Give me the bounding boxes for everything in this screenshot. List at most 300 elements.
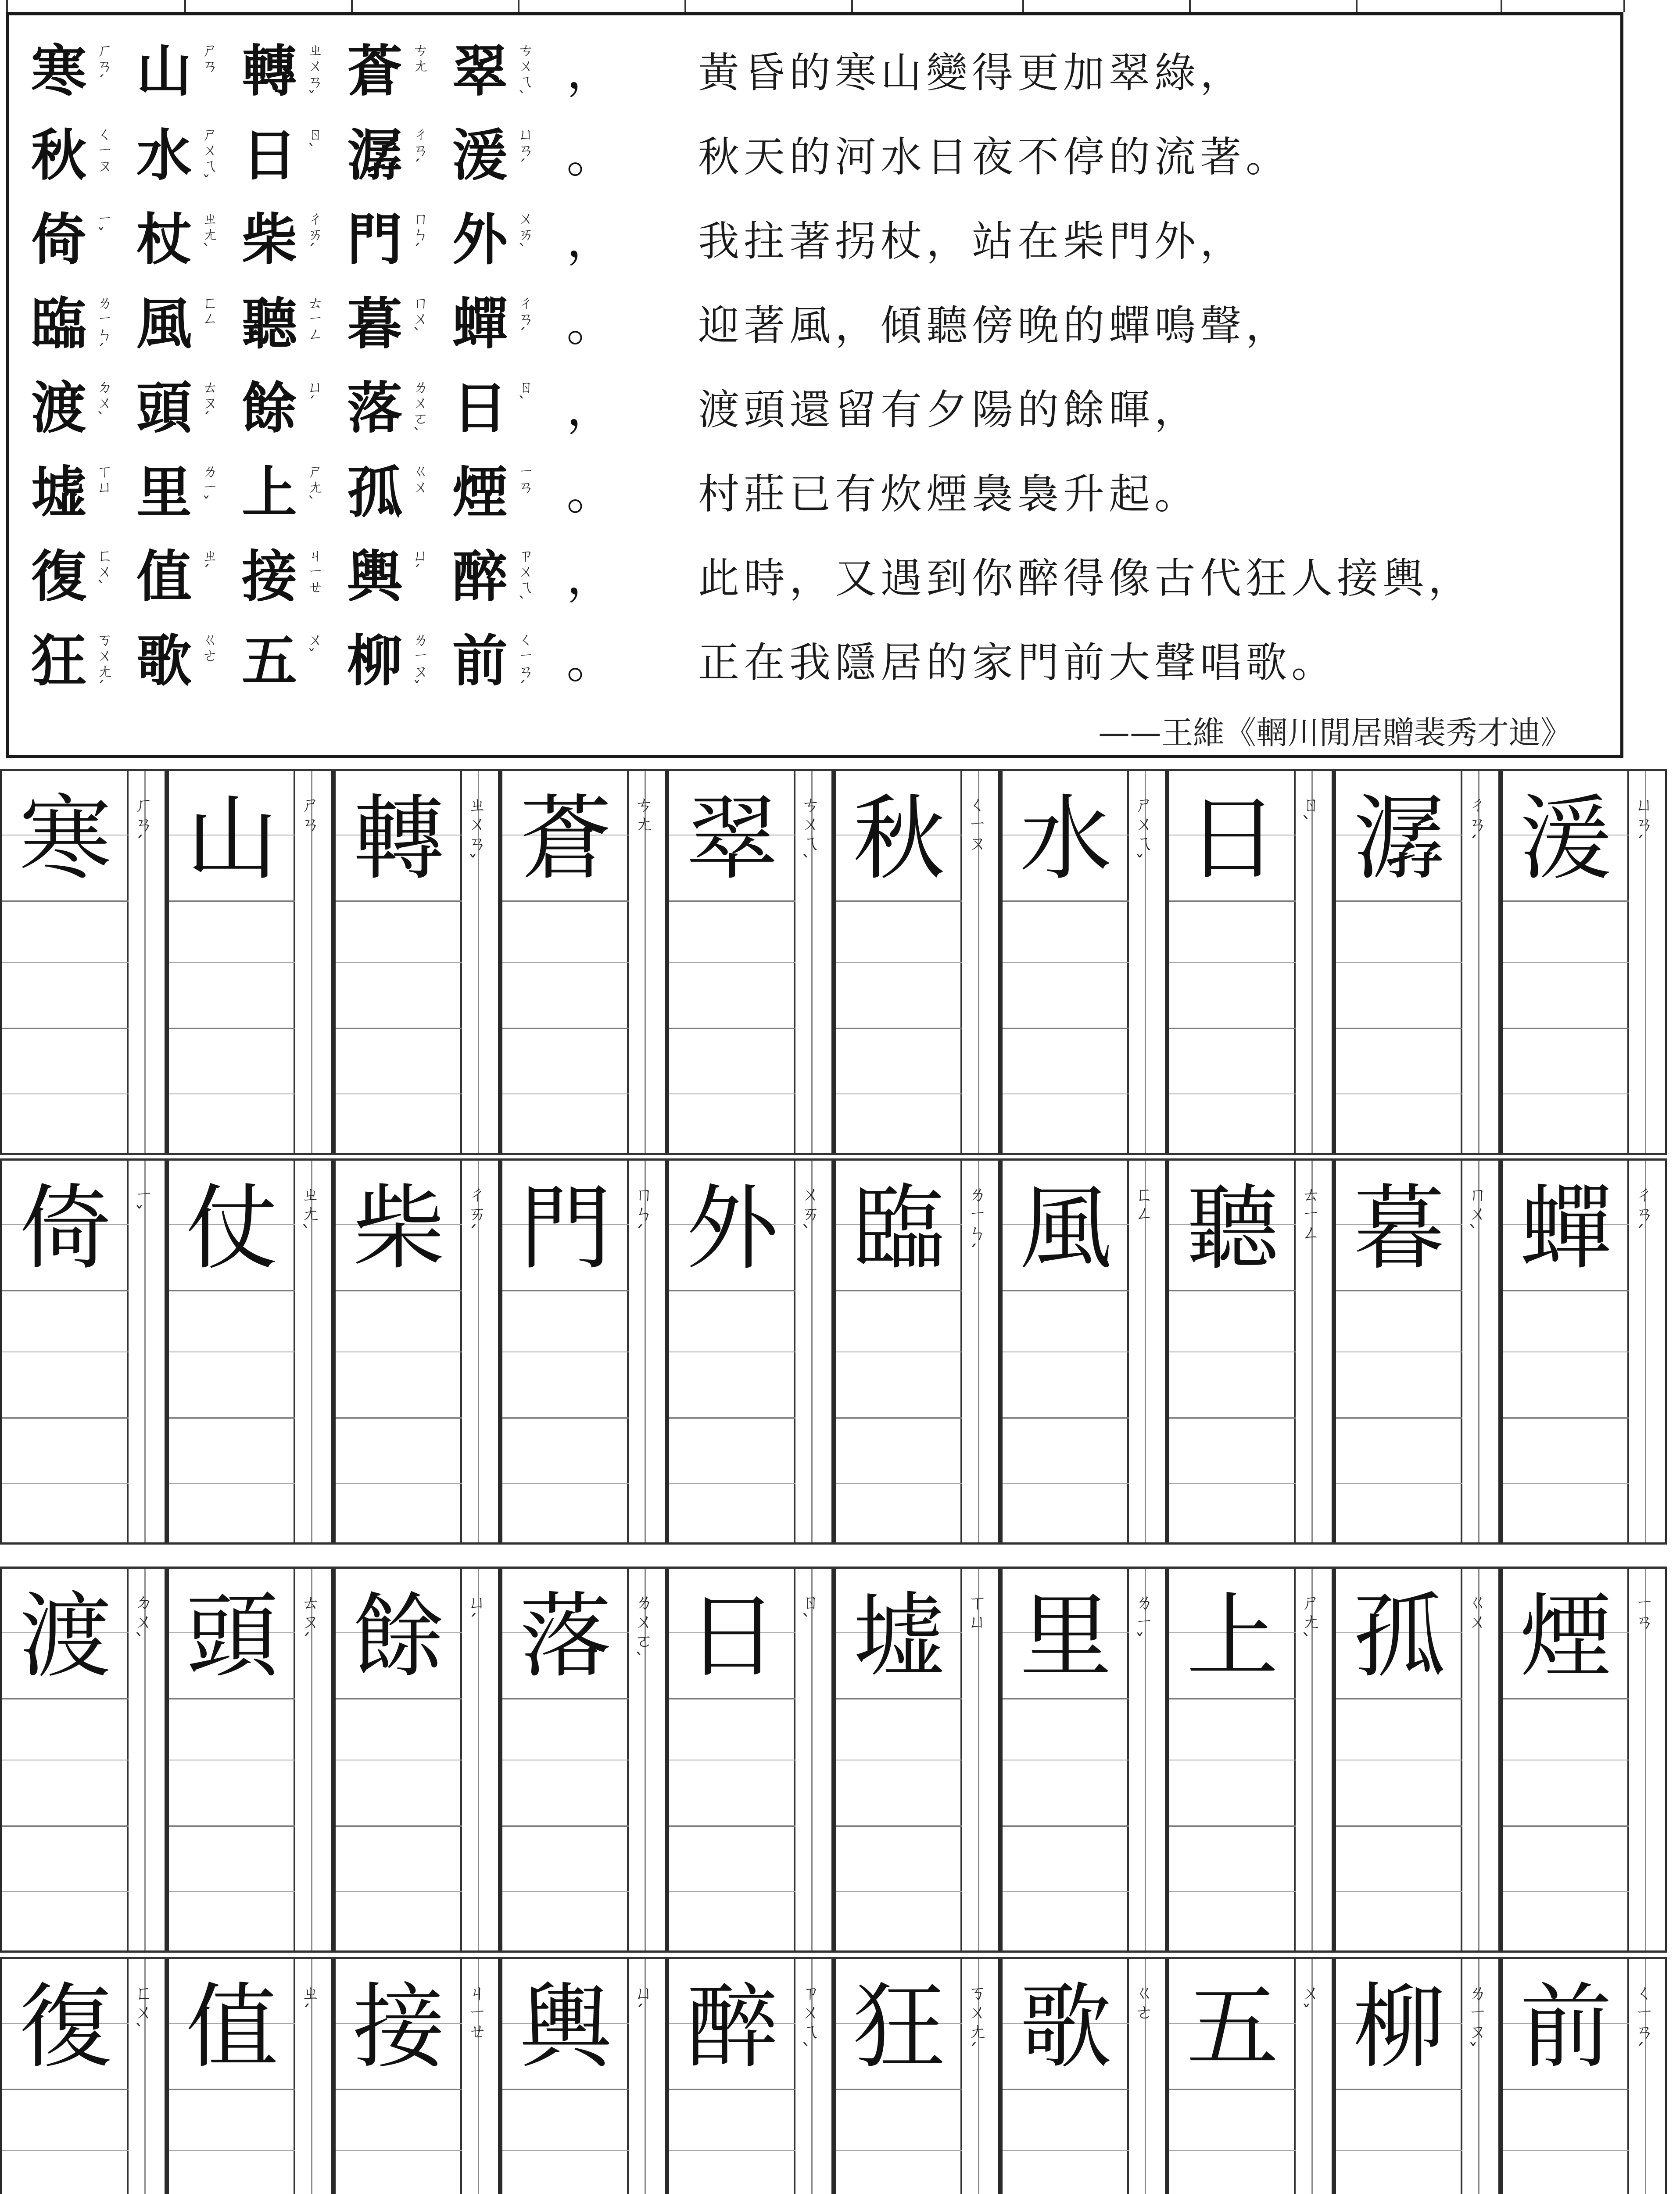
model-zhuyin: ㄕㄤˋ bbox=[1302, 1592, 1321, 1652]
zhuyin-column[interactable] bbox=[1629, 1567, 1665, 1953]
writing-box[interactable] bbox=[669, 1957, 795, 2194]
faint-guide-line bbox=[169, 962, 295, 963]
faint-guide-line bbox=[1169, 1483, 1296, 1484]
writing-box[interactable] bbox=[336, 1158, 462, 1545]
faint-guide-line bbox=[1169, 962, 1296, 963]
verse-character bbox=[452, 117, 558, 201]
faint-guide-line bbox=[669, 962, 795, 963]
zhuyin: ㄓˊ bbox=[202, 547, 219, 581]
guide-line bbox=[169, 1417, 295, 1419]
model-zhuyin: ㄈㄨˋ bbox=[135, 1982, 154, 2042]
practice-cell[interactable] bbox=[0, 1158, 167, 1545]
zhuyin: ㄩˊ bbox=[308, 378, 324, 412]
practice-cell[interactable] bbox=[1000, 769, 1167, 1155]
practice-cell[interactable] bbox=[667, 1567, 834, 1953]
verse-character bbox=[136, 623, 242, 707]
practice-cell[interactable] bbox=[1501, 1567, 1667, 1953]
hanzi: 山 bbox=[136, 39, 192, 104]
practice-cell[interactable] bbox=[167, 1158, 333, 1545]
faint-guide-line bbox=[669, 2150, 795, 2151]
translation-line: 秋天的河水日夜不停的流著。 bbox=[698, 133, 1292, 181]
practice-cell[interactable] bbox=[1167, 1567, 1334, 1953]
model-character: 翠 bbox=[686, 785, 778, 893]
faint-guide-line bbox=[336, 2150, 462, 2151]
writing-box[interactable] bbox=[1169, 769, 1296, 1155]
guide-line bbox=[669, 1417, 795, 1419]
zhuyin-column[interactable] bbox=[1462, 769, 1498, 1155]
hanzi: 暮 bbox=[347, 291, 402, 356]
poem-line bbox=[31, 33, 1593, 117]
zhuyin: ㄩㄢˊ bbox=[518, 125, 534, 175]
writing-box[interactable] bbox=[669, 1567, 795, 1953]
ruler-tick bbox=[1356, 0, 1358, 12]
zhuyin: ㄔㄞˊ bbox=[308, 210, 324, 259]
practice-cell[interactable] bbox=[1334, 1158, 1501, 1545]
practice-cell[interactable] bbox=[500, 769, 667, 1155]
guide-line bbox=[1336, 1028, 1462, 1029]
zhuyin: ㄕㄤˋ bbox=[308, 462, 324, 512]
practice-cell[interactable] bbox=[1000, 1567, 1167, 1953]
guide-line bbox=[1169, 1417, 1296, 1419]
model-character: 五 bbox=[1186, 1973, 1279, 2081]
model-character: 復 bbox=[19, 1973, 111, 2081]
verse-character bbox=[242, 117, 347, 201]
writing-box[interactable] bbox=[1336, 1567, 1462, 1953]
zhuyin: ㄖˋ bbox=[518, 378, 534, 412]
zhuyin-column[interactable] bbox=[462, 769, 498, 1155]
model-character: 輿 bbox=[519, 1973, 612, 2081]
model-zhuyin: ㄖˋ bbox=[1302, 794, 1321, 835]
zhuyin-column[interactable] bbox=[1296, 769, 1332, 1155]
guide-line bbox=[1336, 1290, 1462, 1291]
ruler-tick bbox=[518, 0, 519, 12]
row-bottom-border bbox=[0, 1542, 1667, 1545]
hanzi: 日 bbox=[452, 376, 508, 441]
zhuyin-column[interactable] bbox=[795, 1567, 831, 1953]
verse-character bbox=[31, 201, 136, 286]
faint-guide-line bbox=[669, 1483, 795, 1484]
faint-guide-line bbox=[502, 2150, 629, 2151]
zhuyin-column[interactable] bbox=[795, 1158, 831, 1545]
poem-line bbox=[31, 623, 1593, 707]
guide-line bbox=[669, 1825, 795, 1827]
guide-line bbox=[502, 1825, 629, 1827]
writing-box[interactable] bbox=[669, 769, 795, 1155]
guide-line bbox=[2, 2089, 129, 2090]
model-character: 寒 bbox=[19, 785, 111, 893]
writing-box[interactable] bbox=[1169, 1567, 1296, 1953]
verse-character bbox=[242, 623, 347, 707]
hanzi: 潺 bbox=[347, 123, 402, 188]
guide-line bbox=[1003, 900, 1129, 902]
zhuyin-column[interactable] bbox=[795, 769, 831, 1155]
writing-box[interactable] bbox=[836, 1567, 962, 1953]
guide-line bbox=[1503, 900, 1629, 902]
faint-guide-line bbox=[1336, 962, 1462, 963]
practice-cell[interactable] bbox=[167, 769, 333, 1155]
hanzi: 柳 bbox=[347, 628, 402, 693]
faint-guide-line bbox=[1336, 2150, 1462, 2151]
practice-cell[interactable] bbox=[1000, 1158, 1167, 1545]
model-zhuyin: ㄕㄢ bbox=[301, 794, 320, 835]
zhuyin-column[interactable] bbox=[795, 1957, 831, 2194]
ruler-tick bbox=[184, 0, 186, 12]
guide-line bbox=[836, 1698, 962, 1699]
zhuyin-column[interactable] bbox=[129, 1567, 165, 1953]
hanzi: 歌 bbox=[136, 628, 192, 693]
zhuyin-column[interactable] bbox=[129, 1957, 165, 2194]
guide-line bbox=[1003, 1028, 1129, 1029]
writing-box[interactable] bbox=[1503, 1158, 1629, 1545]
writing-box[interactable] bbox=[2, 1567, 129, 1953]
writing-box[interactable] bbox=[502, 1158, 629, 1545]
writing-box[interactable] bbox=[1003, 1957, 1129, 2194]
hanzi: 蒼 bbox=[347, 39, 402, 104]
practice-cell[interactable] bbox=[1167, 1957, 1334, 2194]
faint-guide-line bbox=[836, 1093, 962, 1094]
zhuyin: ㄎㄨㄤˊ bbox=[97, 631, 113, 696]
zhuyin: ㄒㄩ bbox=[97, 462, 113, 496]
hanzi: 門 bbox=[347, 207, 402, 272]
model-zhuyin: ㄈㄥ bbox=[1135, 1183, 1154, 1224]
verse-character bbox=[452, 623, 558, 707]
zhuyin-column[interactable] bbox=[1129, 1158, 1165, 1545]
writing-box[interactable] bbox=[169, 769, 295, 1155]
translation-line: 此時，又遇到你醉得像古代狂人接輿， bbox=[698, 555, 1474, 602]
practice-cell[interactable] bbox=[1501, 1957, 1667, 2194]
verse-character bbox=[136, 454, 242, 538]
faint-guide-line bbox=[1003, 962, 1129, 963]
zhuyin-column[interactable] bbox=[1296, 1567, 1332, 1953]
model-character: 外 bbox=[686, 1175, 778, 1282]
hanzi: 渡 bbox=[31, 376, 86, 441]
faint-guide-line bbox=[169, 1093, 295, 1094]
guide-line bbox=[1169, 900, 1296, 902]
guide-line bbox=[336, 1698, 462, 1699]
guide-line bbox=[1169, 1825, 1296, 1827]
model-character: 蒼 bbox=[519, 785, 612, 893]
top-ruler-ticks bbox=[0, 0, 1680, 12]
faint-guide-line bbox=[1503, 1483, 1629, 1484]
zhuyin: ㄨㄞˋ bbox=[518, 210, 534, 259]
zhuyin-column[interactable] bbox=[962, 1567, 998, 1953]
practice-cell[interactable] bbox=[500, 1957, 667, 2194]
zhuyin-column[interactable] bbox=[1296, 1957, 1332, 2194]
hanzi: 墟 bbox=[31, 460, 86, 525]
model-character: 頭 bbox=[186, 1583, 278, 1690]
practice-cell[interactable] bbox=[1000, 1957, 1167, 2194]
writing-box[interactable] bbox=[1169, 1957, 1296, 2194]
hanzi: 倚 bbox=[31, 207, 86, 272]
verse-character bbox=[242, 538, 347, 623]
zhuyin: ㄧˇ bbox=[97, 210, 113, 244]
guide-line bbox=[502, 1417, 629, 1419]
model-zhuyin: ㄇㄣˊ bbox=[635, 1183, 654, 1244]
guide-line bbox=[1503, 1825, 1629, 1827]
poem-attribution: ——王維《輞川閒居贈裴秀才迪》 bbox=[1098, 714, 1572, 751]
verse-character bbox=[452, 454, 558, 538]
zhuyin-column[interactable] bbox=[1629, 769, 1665, 1155]
faint-guide-line bbox=[169, 1483, 295, 1484]
writing-box[interactable] bbox=[836, 1158, 962, 1545]
writing-box[interactable] bbox=[336, 1957, 462, 2194]
writing-box[interactable] bbox=[502, 1957, 629, 2194]
poem-line bbox=[31, 370, 1593, 454]
guide-line bbox=[2, 1825, 129, 1827]
practice-cell[interactable] bbox=[0, 1567, 167, 1953]
practice-cell[interactable] bbox=[834, 1567, 1000, 1953]
practice-cell[interactable] bbox=[834, 1957, 1000, 2194]
model-character: 柳 bbox=[1353, 1973, 1445, 2081]
model-zhuyin: ㄘㄤ bbox=[635, 794, 654, 835]
writing-box[interactable] bbox=[502, 769, 629, 1155]
writing-box[interactable] bbox=[1336, 1957, 1462, 2194]
writing-box[interactable] bbox=[169, 1957, 295, 2194]
zhuyin-column[interactable] bbox=[295, 1567, 331, 1953]
model-character: 暮 bbox=[1353, 1175, 1445, 1282]
zhuyin-column[interactable] bbox=[1462, 1957, 1498, 2194]
writing-box[interactable] bbox=[2, 1957, 129, 2194]
verse-character bbox=[242, 454, 347, 538]
writing-box[interactable] bbox=[336, 1567, 462, 1953]
zhuyin-column[interactable] bbox=[1629, 1957, 1665, 2194]
zhuyin-column[interactable] bbox=[1129, 769, 1165, 1155]
zhuyin-column[interactable] bbox=[629, 1957, 665, 2194]
writing-box[interactable] bbox=[1003, 1567, 1129, 1953]
zhuyin-column[interactable] bbox=[1462, 1567, 1498, 1953]
practice-cell[interactable] bbox=[333, 1158, 500, 1545]
model-zhuyin: ㄌㄧㄡˇ bbox=[1469, 1982, 1487, 2061]
zhuyin-column[interactable] bbox=[295, 769, 331, 1155]
zhuyin-column[interactable] bbox=[129, 1158, 165, 1545]
faint-guide-line bbox=[1503, 2150, 1629, 2151]
zhuyin-column[interactable] bbox=[129, 769, 165, 1155]
guide-line bbox=[502, 1698, 629, 1699]
model-zhuyin: ㄉㄨˋ bbox=[135, 1592, 154, 1652]
model-character: 柴 bbox=[352, 1175, 445, 1282]
faint-guide-line bbox=[1336, 1483, 1462, 1484]
practice-cell[interactable] bbox=[1501, 1158, 1667, 1545]
practice-cell[interactable] bbox=[667, 769, 834, 1155]
writing-box[interactable] bbox=[1169, 1158, 1296, 1545]
faint-guide-line bbox=[502, 1483, 629, 1484]
faint-guide-line bbox=[169, 2150, 295, 2151]
model-zhuyin: ㄔㄢˊ bbox=[1469, 794, 1487, 854]
verse-character bbox=[347, 33, 452, 117]
zhuyin-column[interactable] bbox=[1462, 1158, 1498, 1545]
writing-box[interactable] bbox=[2, 1158, 129, 1545]
verse-punctuation: ， bbox=[566, 43, 615, 99]
practice-cell[interactable] bbox=[500, 1158, 667, 1545]
model-zhuyin: ㄔㄢˊ bbox=[1635, 1183, 1654, 1244]
hanzi: 上 bbox=[242, 460, 297, 525]
faint-guide-line bbox=[1003, 1891, 1129, 1892]
hanzi: 秋 bbox=[31, 123, 86, 188]
zhuyin: ㄓㄨㄢˇ bbox=[308, 41, 324, 107]
writing-box[interactable] bbox=[669, 1158, 795, 1545]
faint-guide-line bbox=[2, 1483, 129, 1484]
hanzi: 落 bbox=[347, 376, 402, 441]
faint-guide-line bbox=[2, 1093, 129, 1094]
practice-cell[interactable] bbox=[0, 769, 167, 1155]
model-character: 秋 bbox=[853, 785, 945, 893]
verse-character bbox=[136, 201, 242, 286]
zhuyin-column[interactable] bbox=[295, 1957, 331, 2194]
practice-cell[interactable] bbox=[333, 1567, 500, 1953]
verse-character bbox=[347, 454, 452, 538]
writing-box[interactable] bbox=[1336, 769, 1462, 1155]
writing-box[interactable] bbox=[836, 1957, 962, 2194]
faint-guide-line bbox=[836, 962, 962, 963]
zhuyin-column[interactable] bbox=[462, 1957, 498, 2194]
guide-line bbox=[502, 2089, 629, 2090]
zhuyin-column[interactable] bbox=[962, 1158, 998, 1545]
model-zhuyin: ㄒㄩ bbox=[968, 1592, 987, 1632]
guide-line bbox=[1169, 1028, 1296, 1029]
verse-character bbox=[347, 117, 452, 201]
practice-cell[interactable] bbox=[834, 1158, 1000, 1545]
guide-line bbox=[1503, 1028, 1629, 1029]
writing-box[interactable] bbox=[1003, 769, 1129, 1155]
model-zhuyin: ㄕㄨㄟˇ bbox=[1135, 794, 1154, 873]
model-character: 轉 bbox=[352, 785, 445, 893]
practice-cell[interactable] bbox=[1334, 1567, 1501, 1953]
model-character: 門 bbox=[519, 1175, 612, 1282]
model-zhuyin: ㄍㄨ bbox=[1469, 1592, 1487, 1632]
model-character: 蟬 bbox=[1519, 1175, 1612, 1282]
faint-guide-line bbox=[1336, 1891, 1462, 1892]
faint-guide-line bbox=[1503, 1891, 1629, 1892]
model-character: 狂 bbox=[853, 1973, 945, 2081]
writing-box[interactable] bbox=[502, 1567, 629, 1953]
zhuyin: ㄍㄨ bbox=[413, 462, 429, 496]
faint-guide-line bbox=[1169, 2150, 1296, 2151]
practice-cell[interactable] bbox=[1167, 769, 1334, 1155]
zhuyin-column[interactable] bbox=[962, 1957, 998, 2194]
practice-cell[interactable] bbox=[167, 1957, 333, 2194]
practice-cell[interactable] bbox=[1334, 1957, 1501, 2194]
guide-line bbox=[1169, 1698, 1296, 1699]
hanzi: 外 bbox=[452, 207, 508, 272]
model-zhuyin: ㄐㄧㄝ bbox=[468, 1982, 487, 2042]
guide-line bbox=[169, 900, 295, 902]
model-character: 風 bbox=[1019, 1175, 1112, 1282]
faint-guide-line bbox=[669, 1891, 795, 1892]
practice-cell[interactable] bbox=[0, 1957, 167, 2194]
practice-cell[interactable] bbox=[1334, 769, 1501, 1155]
model-zhuyin: ㄌㄧㄣˊ bbox=[968, 1183, 987, 1263]
practice-cell[interactable] bbox=[333, 1957, 500, 2194]
zhuyin-column[interactable] bbox=[629, 1567, 665, 1953]
zhuyin-column[interactable] bbox=[629, 1158, 665, 1545]
hanzi: 柴 bbox=[242, 207, 297, 272]
practice-cell[interactable] bbox=[667, 1158, 834, 1545]
guide-line bbox=[1336, 1825, 1462, 1827]
model-character: 值 bbox=[186, 1973, 278, 2081]
zhuyin: ㄘㄨㄟˋ bbox=[518, 41, 534, 107]
row-top-border bbox=[0, 1957, 1667, 1959]
practice-cell[interactable] bbox=[500, 1567, 667, 1953]
writing-box[interactable] bbox=[336, 769, 462, 1155]
zhuyin-column[interactable] bbox=[462, 1567, 498, 1953]
guide-line bbox=[669, 1290, 795, 1291]
faint-guide-line bbox=[336, 1093, 462, 1094]
faint-guide-line bbox=[1003, 2150, 1129, 2151]
verse-character bbox=[136, 33, 242, 117]
guide-line bbox=[2, 1698, 129, 1699]
zhuyin-column[interactable] bbox=[629, 769, 665, 1155]
guide-line bbox=[502, 1028, 629, 1029]
row-top-border bbox=[0, 1567, 1667, 1569]
model-zhuyin: ㄑㄧㄢˊ bbox=[1635, 1982, 1654, 2061]
writing-box[interactable] bbox=[169, 1158, 295, 1545]
ruler-tick bbox=[851, 0, 853, 12]
verse-character bbox=[31, 623, 136, 707]
faint-guide-line bbox=[336, 1891, 462, 1892]
guide-line bbox=[1503, 2089, 1629, 2090]
guide-line bbox=[836, 1417, 962, 1419]
row-bottom-border bbox=[0, 1153, 1667, 1155]
practice-cell[interactable] bbox=[333, 769, 500, 1155]
zhuyin-column[interactable] bbox=[295, 1158, 331, 1545]
model-character: 渡 bbox=[19, 1583, 111, 1690]
model-character: 醉 bbox=[686, 1973, 778, 2081]
verse-character bbox=[452, 538, 558, 623]
model-zhuyin: ㄊㄧㄥ bbox=[1302, 1183, 1321, 1244]
zhuyin: ㄉㄨˋ bbox=[97, 378, 113, 428]
model-zhuyin: ㄇㄨˋ bbox=[1469, 1183, 1487, 1244]
practice-cell[interactable] bbox=[1501, 769, 1667, 1155]
zhuyin-column[interactable] bbox=[1129, 1567, 1165, 1953]
guide-line bbox=[1336, 900, 1462, 902]
poem-line bbox=[31, 538, 1593, 623]
zhuyin-column[interactable] bbox=[1629, 1158, 1665, 1545]
writing-box[interactable] bbox=[169, 1567, 295, 1953]
writing-box[interactable] bbox=[1503, 769, 1629, 1155]
faint-guide-line bbox=[502, 1093, 629, 1094]
practice-cell[interactable] bbox=[667, 1957, 834, 2194]
zhuyin-column[interactable] bbox=[462, 1158, 498, 1545]
faint-guide-line bbox=[836, 1891, 962, 1892]
zhuyin: ㄕㄢ bbox=[202, 41, 219, 75]
verse-character bbox=[31, 286, 136, 370]
writing-box[interactable] bbox=[1003, 1158, 1129, 1545]
hanzi: 接 bbox=[242, 544, 297, 609]
zhuyin-column[interactable] bbox=[1296, 1158, 1332, 1545]
writing-box[interactable] bbox=[2, 769, 129, 1155]
guide-line bbox=[2, 900, 129, 902]
practice-cell[interactable] bbox=[834, 769, 1000, 1155]
hanzi: 蟬 bbox=[452, 291, 508, 356]
model-character: 山 bbox=[186, 785, 278, 893]
practice-cell[interactable] bbox=[1167, 1158, 1334, 1545]
guide-line bbox=[2, 1028, 129, 1029]
poem-line bbox=[31, 117, 1593, 201]
model-character: 前 bbox=[1519, 1973, 1612, 2081]
verse-character bbox=[242, 33, 347, 117]
zhuyin-column[interactable] bbox=[1129, 1957, 1165, 2194]
model-zhuyin: ㄘㄨㄟˋ bbox=[802, 794, 820, 873]
writing-box[interactable] bbox=[1336, 1158, 1462, 1545]
writing-box[interactable] bbox=[836, 769, 962, 1155]
writing-box[interactable] bbox=[1503, 1567, 1629, 1953]
verse-character bbox=[136, 286, 242, 370]
ruler-tick bbox=[1623, 0, 1625, 12]
faint-guide-line bbox=[502, 962, 629, 963]
zhuyin-column[interactable] bbox=[962, 769, 998, 1155]
practice-cell[interactable] bbox=[167, 1567, 333, 1953]
writing-box[interactable] bbox=[1503, 1957, 1629, 2194]
